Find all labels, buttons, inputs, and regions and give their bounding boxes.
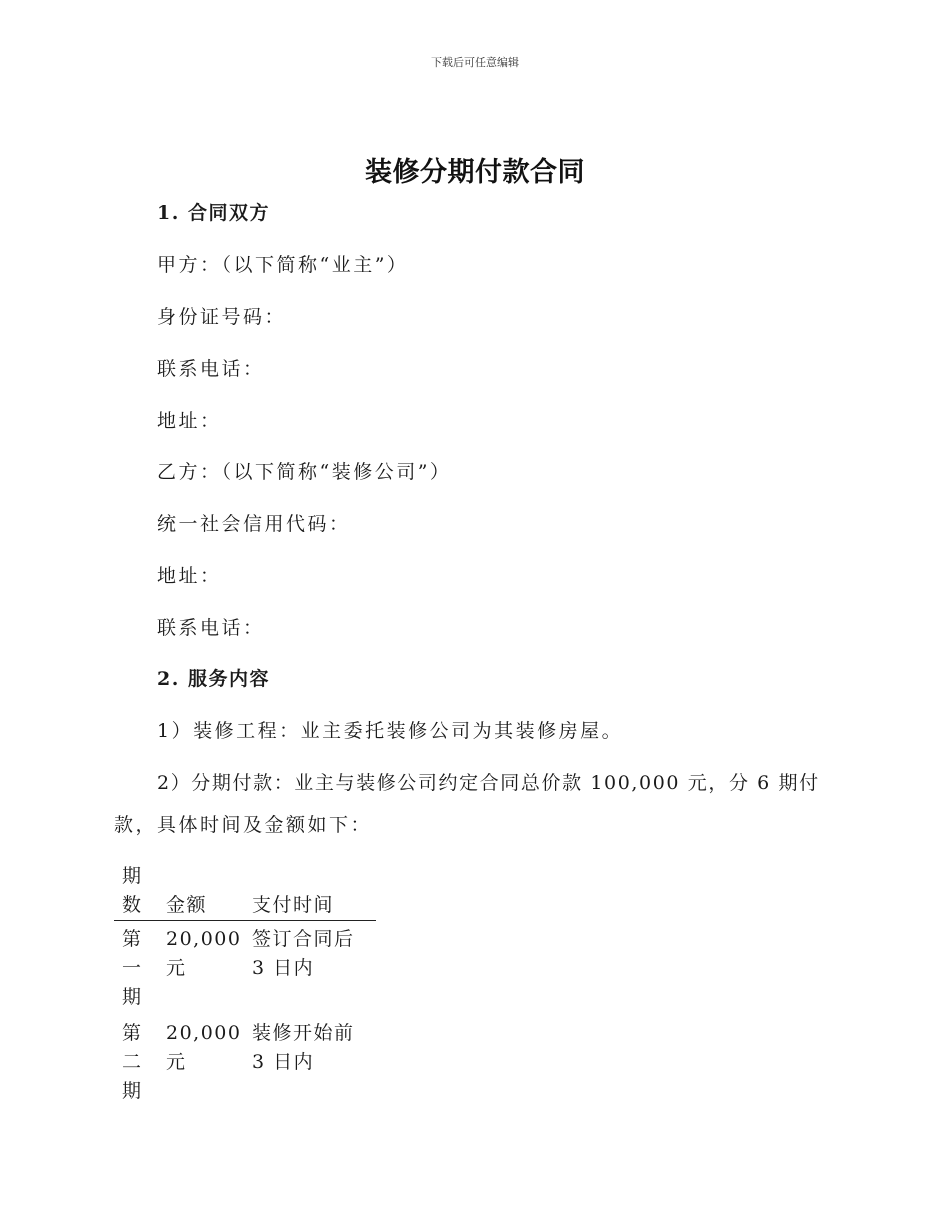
party-b-line: 乙方：（以下简称“装修公司”） xyxy=(157,461,452,483)
row-period: 第 一 期 xyxy=(122,928,143,1008)
address-b-line: 地址： xyxy=(157,565,222,587)
phone-b-line: 联系电话： xyxy=(157,617,265,639)
phone-a-line: 联系电话： xyxy=(157,358,265,380)
table-header-row xyxy=(114,862,376,921)
row-period: 第 二 期 xyxy=(122,1022,143,1102)
header-payment-time: 支付时间 xyxy=(252,894,335,916)
payment-schedule-table xyxy=(114,862,376,1109)
header-amount: 金额 xyxy=(166,894,208,916)
row-amount: 20,000 元 xyxy=(166,1022,242,1073)
service-item-2-line-1: 2）分期付款：业主与装修公司约定合同总价款 100,000 元，分 6 期付 xyxy=(157,772,820,794)
table-row xyxy=(114,1015,376,1106)
page-header-note: 下载后可任意编辑 xyxy=(431,56,519,69)
id-number-line: 身份证号码： xyxy=(157,306,287,328)
address-a-line: 地址： xyxy=(157,410,222,432)
service-item-2-line-2: 款，具体时间及金额如下： xyxy=(114,814,373,836)
row-amount: 20,000 元 xyxy=(166,928,242,979)
service-item-1: 1）装修工程：业主委托装修公司为其装修房屋。 xyxy=(157,720,624,742)
section-2-heading: 2. 服务内容 xyxy=(157,668,270,690)
party-a-line: 甲方：（以下简称“业主”） xyxy=(157,254,409,276)
table-row xyxy=(114,921,376,1012)
section-1-heading: 1. 合同双方 xyxy=(157,202,270,224)
row-payment-time: 签订合同后 3 日内 xyxy=(252,928,355,979)
document-title: 装修分期付款合同 xyxy=(365,157,585,188)
credit-code-line: 统一社会信用代码： xyxy=(157,513,351,535)
header-period: 期 数 xyxy=(122,865,143,916)
row-payment-time: 装修开始前 3 日内 xyxy=(252,1022,355,1073)
